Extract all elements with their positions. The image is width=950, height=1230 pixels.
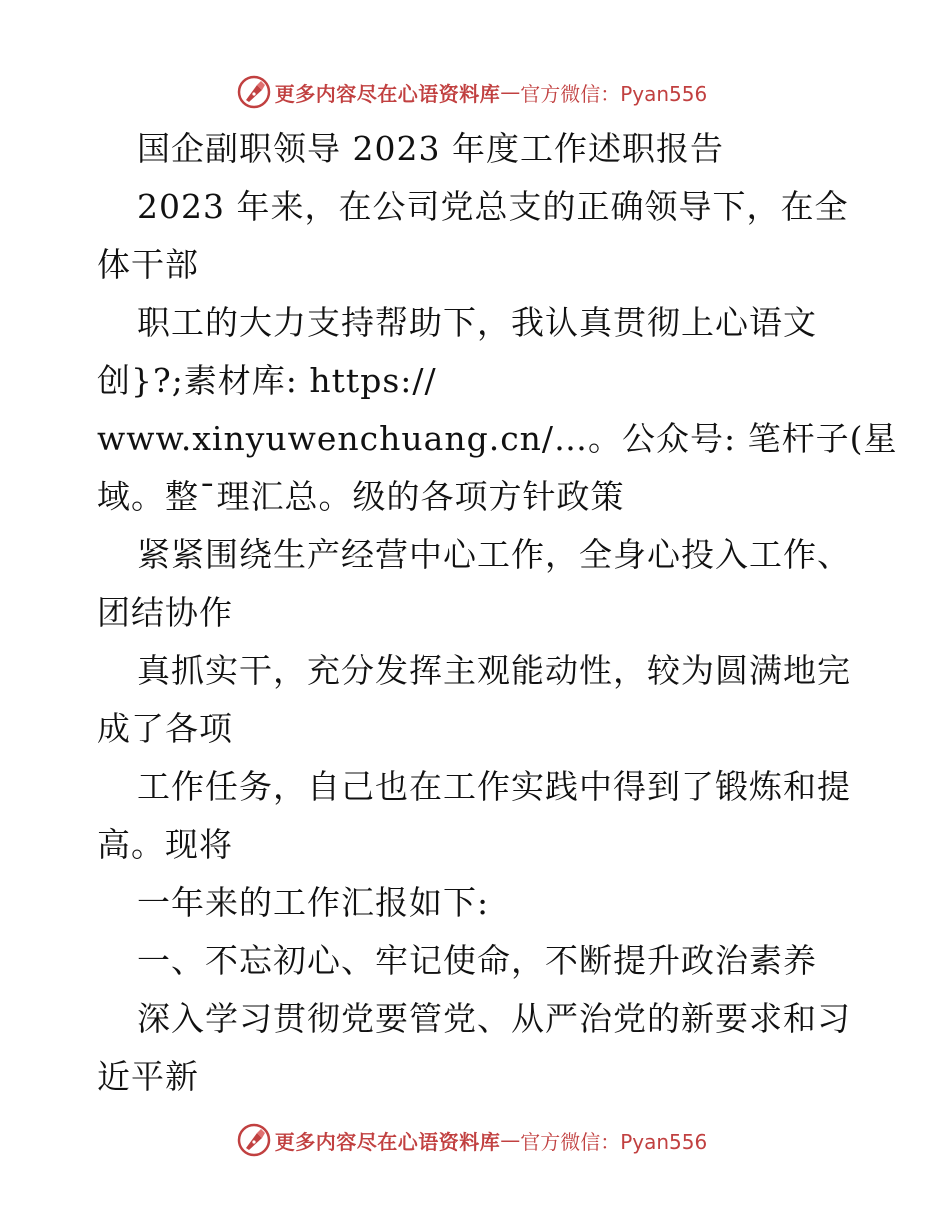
text-line: 高。现将 xyxy=(97,825,233,864)
text-line: 工作任务，自己也在工作实践中得到了锻炼和提 xyxy=(137,767,851,806)
text-line: 团结协作 xyxy=(97,593,233,632)
banner-separator: — xyxy=(500,80,521,104)
banner-wechat: 官方微信：Pyan556 xyxy=(520,1129,708,1154)
document-body xyxy=(97,120,898,1106)
text-line: 紧紧围绕生产经营中心工作，全身心投入工作、 xyxy=(137,535,851,574)
text-line: 2023 年来，在公司党总支的正确领导下，在全 xyxy=(137,187,849,226)
text-line: 真抓实干，充分发挥主观能动性，较为圆满地完 xyxy=(137,651,851,690)
text-line: 一年来的工作汇报如下: xyxy=(137,883,490,922)
pen-nib-logo-icon xyxy=(237,1123,271,1157)
section-heading: 一、不忘初心、牢记使命，不断提升政治素养 xyxy=(137,941,817,980)
text-line: 职工的大力支持帮助下，我认真贯彻上心语文 xyxy=(137,303,817,342)
text-line: 创}?;素材库: https:// xyxy=(97,361,437,400)
document-title: 国企副职领导 2023 年度工作述职报告 xyxy=(137,129,724,168)
text-line: 深入学习贯彻党要管党、从严治党的新要求和习 xyxy=(137,999,851,1038)
banner-title: 更多内容尽在心语资料库 xyxy=(274,1129,501,1154)
banner-separator: — xyxy=(500,1128,521,1152)
text-line: www.xinyuwenchuang.cn/…。公众号: 笔杆子(星 xyxy=(97,419,898,458)
text-line: 体干部 xyxy=(97,245,199,284)
text-line: 域。整¯理汇总。级的各项方针政策 xyxy=(97,477,625,516)
header-banner xyxy=(0,70,950,114)
banner-title: 更多内容尽在心语资料库 xyxy=(274,81,501,106)
footer-banner xyxy=(0,1118,950,1162)
text-line: 成了各项 xyxy=(97,709,233,748)
pen-nib-logo-icon xyxy=(237,75,271,109)
text-line: 近平新 xyxy=(97,1057,199,1096)
banner-wechat: 官方微信：Pyan556 xyxy=(520,81,708,106)
